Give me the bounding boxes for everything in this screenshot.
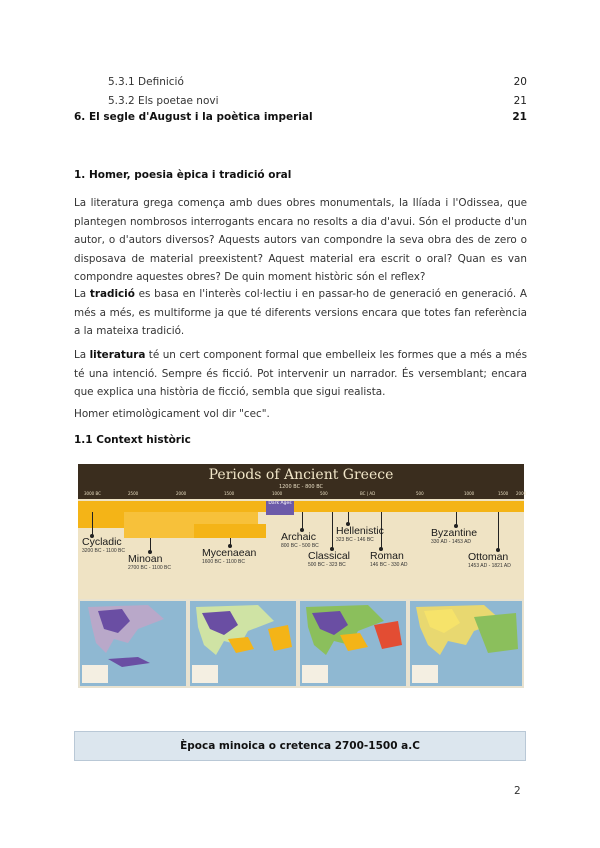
figure-subtitle: 1200 BC - 800 BC: [278, 484, 324, 490]
paragraph-intro: La literatura grega comença amb dues obres monumentals, la Ilíada i l'Odissea, que plantegen nombrosos interrogants encara no resolts a dia d'avui. Són el producte d'un autor, o d'autors diversos? Aquests autors van compondre la seva obra des de zero o disposava de material preexistent? Aquest material era escrit o oral? Quan es van compondre aquestes obres? De quin moment històric són el reflex?: [74, 197, 527, 283]
map-strip: [78, 599, 524, 688]
bar-mycenaean: [194, 524, 266, 538]
tick: 2500: [128, 491, 139, 496]
toc-label: 6. El segle d'August i la poètica imperial: [74, 111, 313, 123]
tick: 1000: [464, 491, 475, 496]
tick: 1000: [272, 491, 283, 496]
page-number: 2: [514, 785, 521, 797]
toc-page: 21: [512, 111, 527, 123]
period-dates: 323 BC - 146 BC: [336, 537, 374, 543]
tick: 2000: [176, 491, 187, 496]
period-cycladic: [82, 537, 125, 554]
tick: BC | AD: [360, 491, 376, 496]
toc-page: 20: [513, 76, 527, 88]
marker-line: [332, 512, 333, 548]
period-dates: 3200 BC - 1100 BC: [82, 548, 125, 554]
period-archaic: [281, 532, 319, 549]
period-name: Mycenaean: [202, 547, 257, 559]
period-dates: 146 BC - 330 AD: [370, 562, 408, 568]
period-mycenaean: [202, 548, 256, 565]
period-ottoman: [468, 552, 511, 569]
periods-figure: [78, 464, 527, 688]
paragraph-literatura: La literatura té un cert component formal que embelleix les formes que a més a més té una intenció. Sempre és ficció. Pot intervenir un narrador. És versemblant; encara que explica una història de ficció, sembla que sigui realista.: [74, 349, 527, 398]
period-minoan: [128, 554, 171, 571]
tick: 500: [416, 491, 424, 496]
tick: 1500: [498, 491, 509, 496]
tick: 500: [320, 491, 328, 496]
timeline-ticks: [78, 491, 527, 499]
term-literatura: literatura: [89, 349, 146, 361]
period-classical: [308, 551, 350, 568]
dark-ages-label: Dark Ages: [266, 501, 294, 515]
period-name: Byzantine: [431, 527, 478, 539]
period-callout: Època minoica o cretenca 2700-1500 a.C: [74, 731, 526, 761]
period-name: Roman: [370, 550, 404, 562]
period-name: Classical: [308, 550, 351, 562]
period-name: Hellenistic: [336, 525, 384, 537]
tick: 3000 BC: [84, 491, 101, 496]
toc-label: 5.3.1 Definició: [108, 76, 184, 88]
timeline-bar-main: [78, 501, 524, 512]
section-heading: 1. Homer, poesia èpica i tradició oral: [74, 169, 292, 181]
figure-title: Periods of Ancient Greece: [208, 467, 394, 483]
period-dates: 500 BC - 323 BC: [308, 562, 346, 568]
paragraph-tradicio: La tradició es basa en l'interès col·lectiu i en passar-ho de generació en generació. A més a més, es multiforme ja que té diferents versions encara que totes fan referència a la mateixa tradició.: [74, 288, 527, 337]
period-name: Archaic: [281, 531, 317, 543]
marker-line: [498, 512, 499, 550]
period-name: Minoan: [128, 553, 163, 565]
period-dates: 1453 AD - 1821 AD: [468, 563, 511, 569]
marker-line: [92, 512, 93, 536]
toc-label: 5.3.2 Els poetae novi: [108, 95, 219, 107]
paragraph-homer: Homer etimològicament vol dir "cec".: [74, 408, 270, 420]
period-dates: 1600 BC - 1100 BC: [202, 559, 245, 565]
period-dates: 2700 BC - 1100 BC: [128, 565, 171, 571]
subsection-heading: 1.1 Context històric: [74, 434, 191, 446]
toc-page: 21: [513, 95, 527, 107]
period-name: Ottoman: [468, 551, 509, 563]
term-tradicio: tradició: [89, 288, 135, 300]
period-dates: 800 BC - 500 BC: [281, 543, 319, 549]
period-roman: [370, 551, 408, 568]
period-dates: 330 AD - 1453 AD: [431, 539, 472, 545]
tick: 1500: [224, 491, 235, 496]
period-name: Cycladic: [82, 536, 122, 548]
map-illustrations: [78, 599, 524, 688]
toc-entry[interactable]: [74, 76, 527, 90]
tick: 2000: [516, 491, 527, 496]
toc-entry[interactable]: [74, 95, 527, 109]
period-byzantine: [431, 528, 477, 545]
toc-entry[interactable]: [74, 111, 527, 125]
period-hellenistic: [336, 526, 384, 543]
